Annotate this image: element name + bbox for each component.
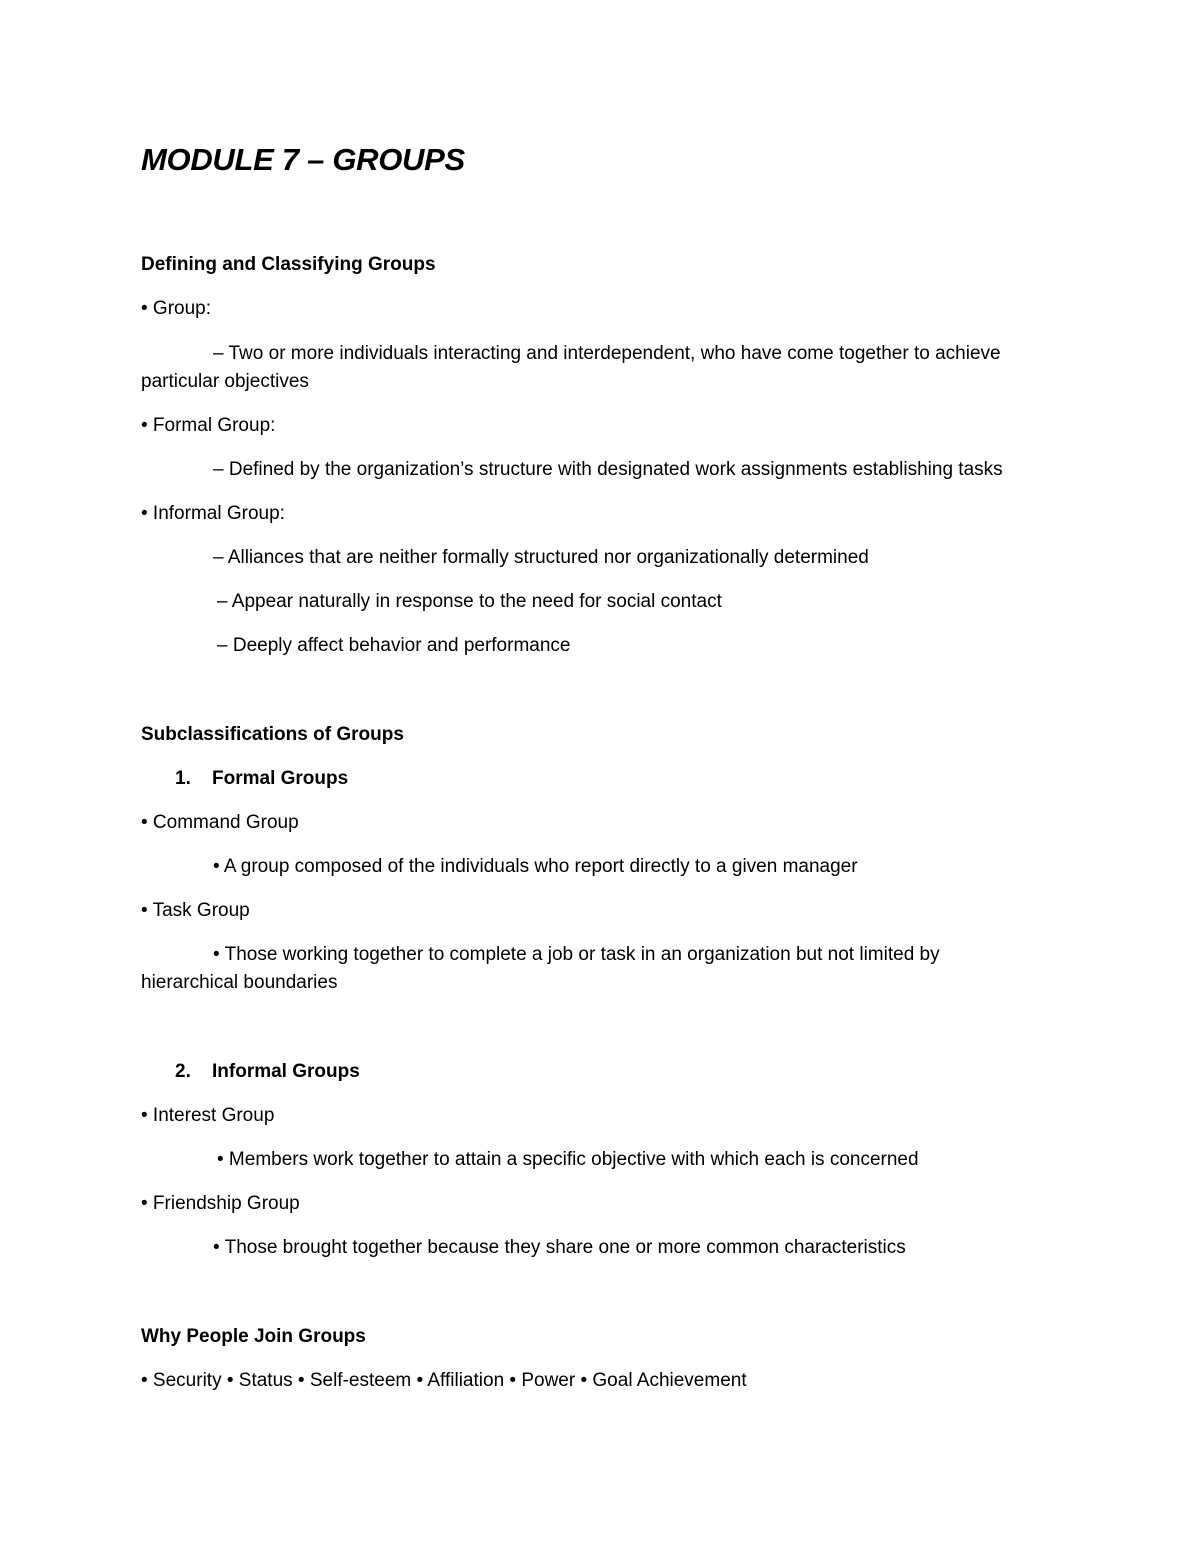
informal-group-label: • Informal Group: — [141, 503, 285, 524]
task-group-label: • Task Group — [141, 900, 250, 921]
interest-group-label: • Interest Group — [141, 1105, 275, 1126]
numbered-heading-informal-groups — [175, 1060, 360, 1084]
group-definition-line-2: particular objectives — [141, 371, 309, 392]
command-group-label: • Command Group — [141, 812, 299, 833]
informal-group-definition: – Deeply affect behavior and performance — [217, 635, 571, 656]
formal-group-label: • Formal Group: — [141, 415, 276, 436]
list-heading-label: Formal Groups — [212, 768, 349, 789]
section-heading-defining: Defining and Classifying Groups — [141, 254, 436, 275]
list-number: 2. — [175, 1061, 191, 1082]
informal-group-definition: – Appear naturally in response to the need for social contact — [217, 591, 722, 612]
friendship-group-definition: • Those brought together because they share one or more common characteristics — [213, 1237, 906, 1258]
friendship-group-label: • Friendship Group — [141, 1193, 300, 1214]
numbered-heading-formal-groups — [175, 767, 348, 791]
list-number: 1. — [175, 768, 191, 789]
group-definition-line-1: – Two or more individuals interacting and interdependent, who have come together to achieve — [213, 343, 1001, 364]
interest-group-definition: • Members work together to attain a specific objective with which each is concerned — [217, 1149, 919, 1170]
formal-group-definition: – Defined by the organization’s structure with designated work assignments establishing tasks — [213, 459, 1003, 480]
task-group-definition-line-1: • Those working together to complete a job or task in an organization but not limited by — [213, 944, 940, 965]
task-group-definition-line-2: hierarchical boundaries — [141, 972, 338, 993]
group-label: • Group: — [141, 298, 212, 319]
informal-group-definition: – Alliances that are neither formally structured nor organizationally determined — [213, 547, 869, 568]
list-heading-label: Informal Groups — [212, 1061, 360, 1082]
page-title: MODULE 7 – GROUPS — [141, 142, 465, 177]
reasons-list: • Security • Status • Self-esteem • Affiliation • Power • Goal Achievement — [141, 1370, 747, 1391]
section-heading-subclassifications: Subclassifications of Groups — [141, 724, 404, 745]
command-group-definition: • A group composed of the individuals who report directly to a given manager — [213, 856, 858, 877]
section-heading-why-join: Why People Join Groups — [141, 1326, 366, 1347]
